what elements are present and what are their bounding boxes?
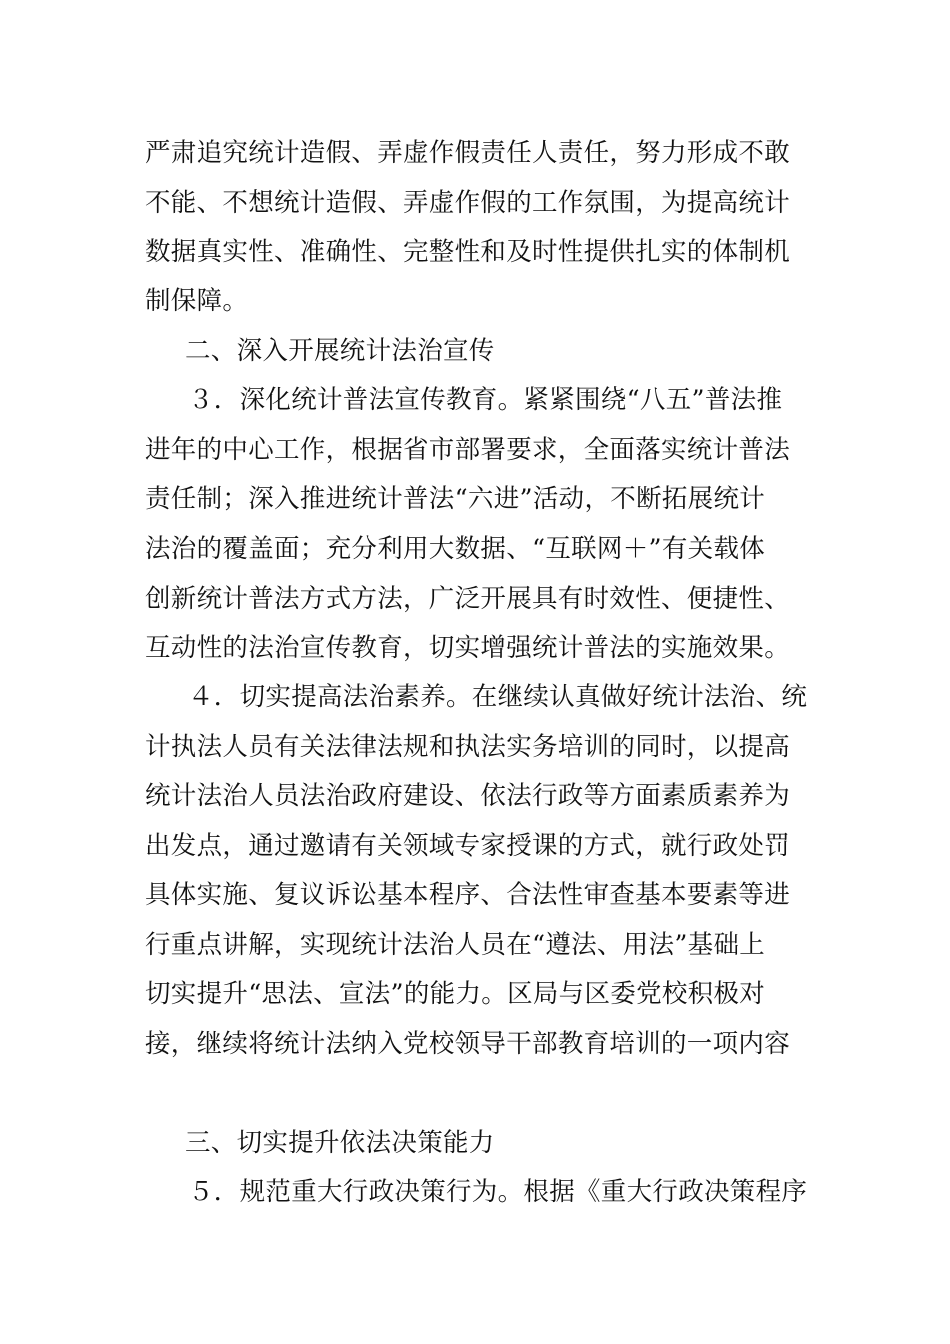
paragraph-line: 严肃追究统计造假、弄虚作假责任人责任，努力形成不敢 xyxy=(145,138,791,168)
paragraph-line: 不能、不想统计造假、弄虚作假的工作氛围，为提高统计 xyxy=(145,188,791,218)
paragraph-line: 创新统计普法方式方法，广泛开展具有时效性、便捷性、 xyxy=(145,584,791,614)
paragraph-line: 出发点，通过邀请有关领域专家授课的方式，就行政处罚 xyxy=(145,831,791,861)
section-heading: 三、切实提升依法决策能力 xyxy=(185,1128,495,1158)
paragraph-line: ３．深化统计普法宣传教育。紧紧围绕“八五”普法推 xyxy=(188,385,783,415)
paragraph-line: 接，继续将统计法纳入党校领导干部教育培训的一项内容 xyxy=(145,1029,791,1059)
paragraph-line: 制保障。 xyxy=(145,286,249,316)
paragraph-line: 行重点讲解，实现统计法治人员在“遵法、用法”基础上 xyxy=(145,930,766,960)
paragraph-line: ４．切实提高法治素养。在继续认真做好统计法治、统 xyxy=(188,682,808,712)
paragraph-line: 责任制；深入推进统计普法“六进”活动，不断拓展统计 xyxy=(145,484,766,514)
paragraph-line: 法治的覆盖面；充分利用大数据、“互联网＋”有关载体 xyxy=(145,534,766,564)
paragraph-line: ５．规范重大行政决策行为。根据《重大行政决策程序 xyxy=(188,1177,808,1207)
paragraph-line: 切实提升“思法、宣法”的能力。区局与区委党校积极对 xyxy=(145,979,766,1009)
paragraph-line: 数据真实性、准确性、完整性和及时性提供扎实的体制机 xyxy=(145,237,791,267)
paragraph-line: 计执法人员有关法律法规和执法实务培训的同时，以提高 xyxy=(145,732,791,762)
paragraph-line: 互动性的法治宣传教育，切实增强统计普法的实施效果。 xyxy=(145,633,791,663)
section-heading: 二、深入开展统计法治宣传 xyxy=(185,336,495,366)
paragraph-line: 统计法治人员法治政府建设、依法行政等方面素质素养为 xyxy=(145,781,791,811)
paragraph-line: 进年的中心工作，根据省市部署要求，全面落实统计普法 xyxy=(145,435,791,465)
paragraph-line: 具体实施、复议诉讼基本程序、合法性审查基本要素等进 xyxy=(145,880,791,910)
